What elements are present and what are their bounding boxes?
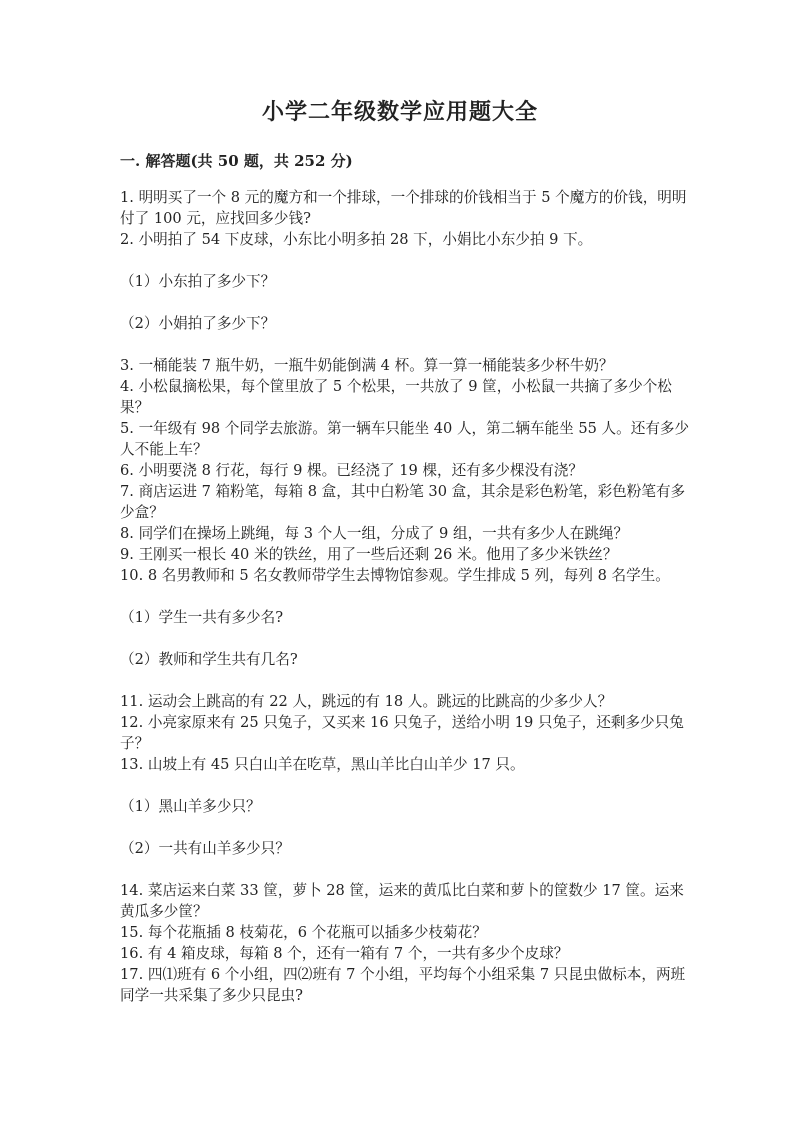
question-16: 16. 有 4 箱皮球，每箱 8 个，还有一箱有 7 个，一共有多少个皮球？	[120, 945, 569, 962]
sub-question-13-1: （1）黑山羊多少只？	[120, 798, 261, 815]
question-14: 14. 菜店运来白菜 33 筐，萝卜 28 筐，运来的黄瓜比白菜和萝卜的筐数少 17 筐。运来黄瓜多少筐？	[120, 882, 684, 920]
question-12: 12. 小亮家原来有 25 只兔子，又买来 16 只兔子，送给小明 19 只兔子，还剩多少只兔子？	[120, 714, 684, 752]
sub-question-2-2: （2）小娟拍了多少下？	[120, 315, 276, 332]
question-13: 13. 山坡上有 45 只白山羊在吃草，黑山羊比白山羊少 17 只。	[120, 756, 525, 773]
question-7: 7. 商店运进 7 箱粉笔，每箱 8 盒，其中白粉笔 30 盒，其余是彩色粉笔，彩色粉笔有多少盒？	[120, 483, 686, 521]
sub-question-10-1: （1）学生一共有多少名?	[120, 609, 284, 626]
section-heading: 一. 解答题(共 50 题，共 252 分)	[120, 152, 353, 170]
question-5: 5. 一年级有 98 个同学去旅游。第一辆车只能坐 40 人，第二辆车能坐 55 人。还有多少人不能上车？	[120, 420, 690, 458]
question-6: 6. 小明要浇 8 行花，每行 9 棵。已经浇了 19 棵，还有多少棵没有浇？	[120, 462, 583, 479]
question-11: 11. 运动会上跳高的有 22 人，跳远的有 18 人。跳远的比跳高的少多少人？	[120, 693, 613, 710]
question-3: 3. 一桶能装 7 瓶牛奶，一瓶牛奶能倒满 4 杯。算一算一桶能装多少杯牛奶？	[120, 357, 614, 374]
question-list	[120, 187, 690, 1006]
question-2: 2. 小明拍了 54 下皮球，小东比小明多拍 28 下，小娟比小东少拍 9 下。	[120, 231, 593, 248]
question-1: 1. 明明买了一个 8 元的魔方和一个排球，一个排球的价钱相当于 5 个魔方的价钱，明明付了 100 元，应找回多少钱?	[120, 189, 687, 227]
question-15: 15. 每个花瓶插 8 枝菊花，6 个花瓶可以插多少枝菊花？	[120, 924, 487, 941]
question-9: 9. 王刚买一根长 40 米的铁丝，用了一些后还剩 26 米。他用了多少米铁丝？	[120, 546, 618, 563]
sub-question-13-2: （2）一共有山羊多少只？	[120, 840, 290, 857]
question-10: 10. 8 名男教师和 5 名女教师带学生去博物馆参观。学生排成 5 列，每列 8 名学生。	[120, 567, 670, 584]
page-title: 小学二年级数学应用题大全	[261, 99, 538, 125]
question-17: 17. 四⑴班有 6 个小组，四⑵班有 7 个小组，平均每个小组采集 7 只昆虫做标本，两班同学一共采集了多少只昆虫?	[120, 966, 686, 1004]
question-8: 8. 同学们在操场上跳绳，每 3 个人一组，分成了 9 组，一共有多少人在跳绳？	[120, 525, 629, 542]
question-4: 4. 小松鼠摘松果，每个筐里放了 5 个松果，一共放了 9 筐，小松鼠一共摘了多少个松果？	[120, 378, 672, 416]
sub-question-2-1: （1）小东拍了多少下？	[120, 273, 276, 290]
sub-question-10-2: （2）教师和学生共有几名?	[120, 651, 298, 668]
